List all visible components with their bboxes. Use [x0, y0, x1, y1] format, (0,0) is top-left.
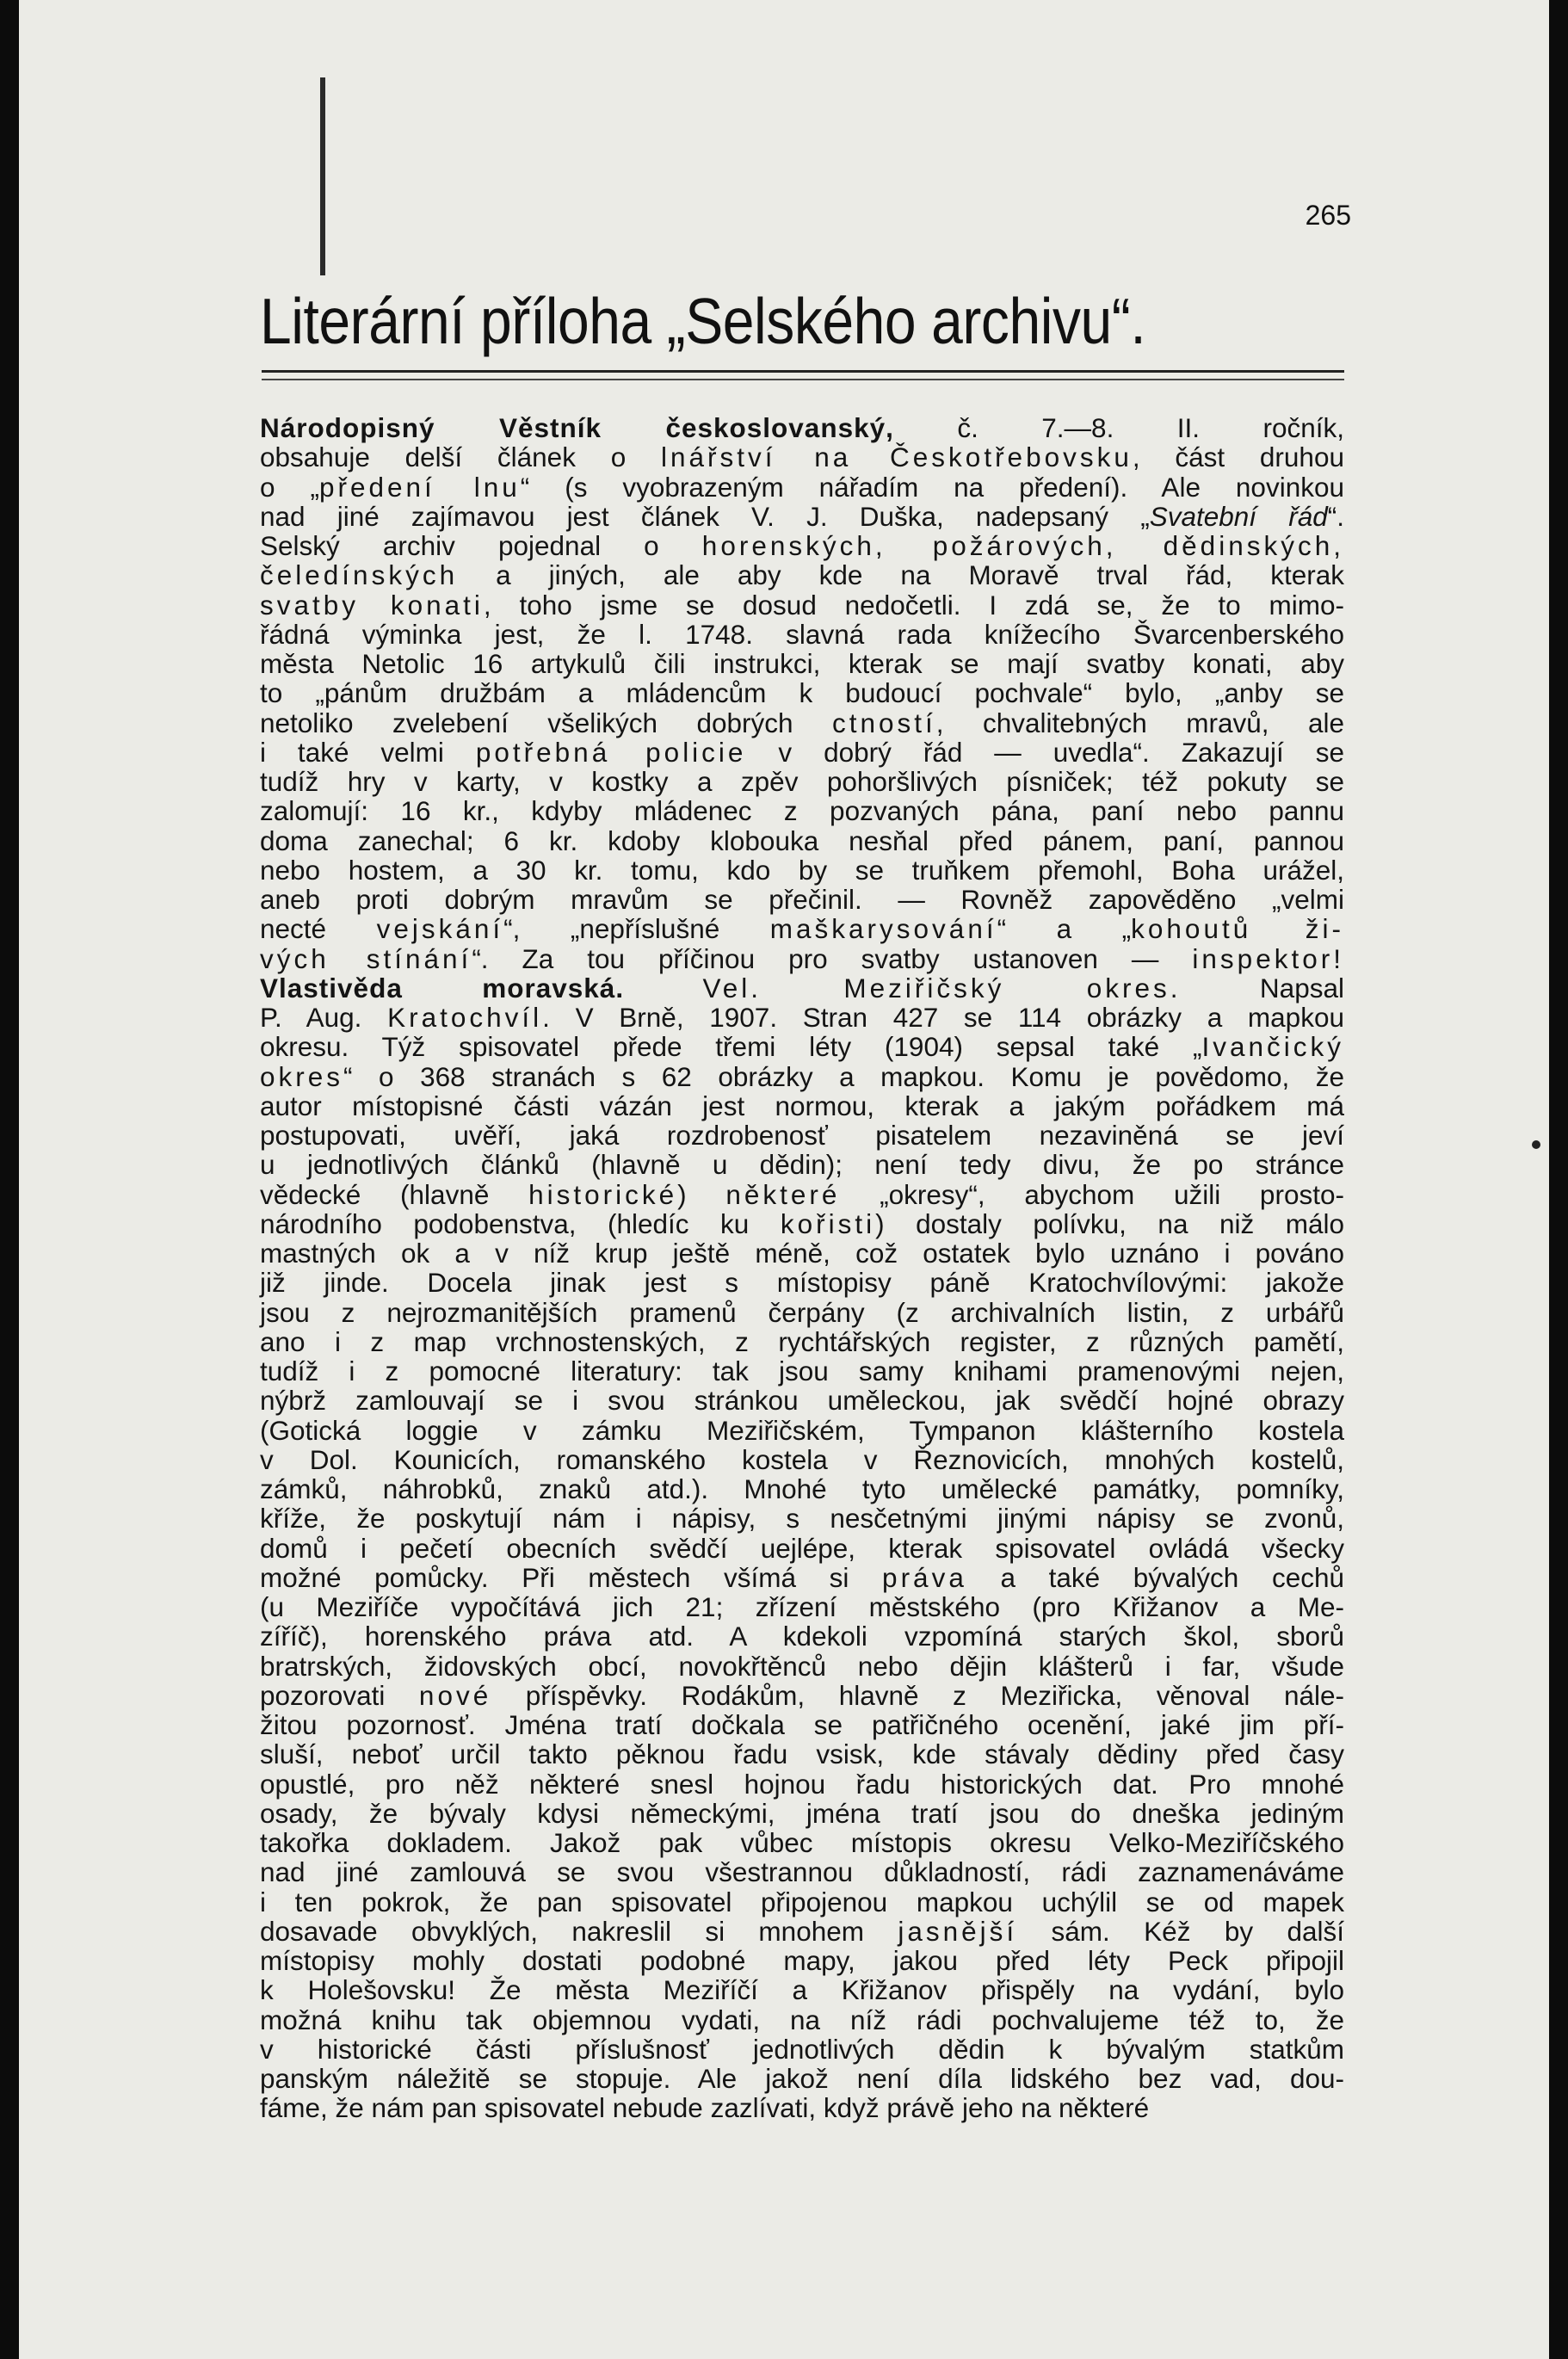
text-line — [260, 944, 1344, 973]
text-line — [260, 1356, 1344, 1386]
text-line — [260, 1445, 1344, 1474]
text-line — [260, 738, 1344, 767]
text-segment: jasnější — [898, 1915, 1018, 1947]
text-segment: nebo hostem, a 30 kr. tomu, kdo by se truňkem přemohl, Boha urážel, — [260, 854, 1344, 886]
text-segment: kohoutů ži- — [1131, 913, 1344, 945]
text-line — [260, 1681, 1344, 1710]
text-line — [260, 1652, 1344, 1681]
text-segment: zámků, náhrobků, znaků atd.). Mnohé tyto umělecké památky, pomníky, — [260, 1473, 1344, 1504]
text-segment: i ten pokrok, že pan spisovatel připojenou mapkou uchýlil se od mapek — [260, 1886, 1344, 1917]
text-line — [260, 560, 1344, 590]
text-segment: řádná výminka jest, že l. 1748. slavná rada knížecího Švarcenberského — [260, 618, 1344, 650]
text-line — [260, 885, 1344, 914]
text-line — [260, 1150, 1344, 1179]
text-line — [260, 678, 1344, 707]
text-segment: „okresy“, abychom užili prosto- — [840, 1178, 1344, 1210]
text-line — [260, 2035, 1344, 2064]
text-segment: čeledínských — [260, 559, 459, 591]
text-line — [260, 590, 1344, 620]
margin-dot — [1532, 1140, 1540, 1149]
text-segment: ano i z map vrchnostenských, z rychtářských register, z různých pamětí, — [260, 1325, 1344, 1357]
text-line — [260, 413, 1344, 442]
text-segment: ) dostaly polívku, na niž málo — [875, 1207, 1344, 1239]
heading-rule — [262, 370, 1344, 373]
text-segment: potřebná policie — [475, 736, 747, 768]
text-segment: práva — [882, 1561, 967, 1593]
text-segment: nad jiné zamlouvá se svou všestrannou důkladností, rádi zaznamenáváme — [260, 1856, 1344, 1888]
text-line — [260, 1563, 1344, 1592]
text-segment: Národopisný Věstník českoslovanský, — [260, 412, 894, 443]
text-line — [260, 1238, 1344, 1268]
page-heading: Literární příloha „Selského archivu“. — [260, 285, 1146, 357]
text-line — [260, 1975, 1344, 2004]
text-segment: doma zanechal; 6 kr. kdoby klobouka nesňal před pánem, paní, pannou — [260, 824, 1344, 856]
text-segment: fáme, že nám pan spisovatel nebude zazlívati, když právě jeho na některé — [260, 2092, 1150, 2124]
text-line — [260, 649, 1344, 678]
text-line — [260, 826, 1344, 855]
text-line — [260, 1504, 1344, 1533]
text-segment: zíříč), horenského práva atd. A kdekoli vzpomíná starých škol, sborů — [260, 1621, 1344, 1652]
text-segment: možné pomůcky. Při městech všímá si — [260, 1561, 883, 1593]
text-segment: možná knihu tak objemnou vydati, na níž rádi pochvalujeme též to, že — [260, 2004, 1344, 2035]
text-segment: mastných ok a v níž krup ještě méně, což ostatek bylo uznáno i pováno — [260, 1238, 1344, 1269]
text-segment: panským náležitě se stopuje. Ale jakož není díla lidského bez vad, dou- — [260, 2063, 1344, 2094]
text-segment: tudíž hry v karty, v kostky a zpěv pohoršlivých písniček; též pokuty se — [260, 766, 1344, 797]
text-segment: svatby konati — [260, 589, 484, 621]
text-line — [260, 1769, 1344, 1799]
text-segment: pozorovati — [260, 1679, 419, 1711]
text-segment: “ (s vyobrazeným nářadím na předení). Ale novinkou — [520, 471, 1344, 503]
text-line — [260, 708, 1344, 738]
text-segment — [624, 973, 702, 1004]
text-segment: Kratochvíl — [387, 1002, 543, 1033]
text-line — [260, 914, 1344, 943]
article-body — [260, 413, 1344, 2123]
text-segment: “ o 368 stranách s 62 obrázky a mapkou. Komu je povědomo, že — [343, 1060, 1344, 1092]
text-segment: místopisy mohly dostati podobné mapy, jakou před léty Peck připojil — [260, 1945, 1344, 1976]
text-segment: okresu. Týž spisovatel přede třemi léty (1904) sepsal také „ — [260, 1031, 1202, 1063]
text-line — [260, 796, 1344, 825]
text-segment: Selský archiv pojednal o — [260, 530, 702, 561]
text-segment: netoliko zvelebení všelikých dobrých — [260, 707, 832, 738]
text-segment: “ a „ — [997, 913, 1132, 945]
text-segment: dosavade obvyklých, nakreslil si mnohem — [260, 1915, 898, 1947]
text-segment: “, „nepříslušné — [503, 913, 770, 945]
text-line — [260, 1621, 1344, 1651]
text-line — [260, 1887, 1344, 1917]
text-segment: vědecké (hlavně — [260, 1178, 529, 1210]
text-line — [260, 620, 1344, 649]
binding-mark — [320, 77, 325, 275]
text-segment: horenských, požárových, dědinských, — [701, 530, 1344, 561]
text-line — [260, 1799, 1344, 1828]
text-segment: již jinde. Docela jinak jest s místopisy páně Kratochvílovými: jakože — [260, 1267, 1344, 1299]
text-segment: Vlastivěda moravská. — [260, 972, 625, 1004]
text-segment: , chvalitebných mravů, ale — [935, 707, 1344, 738]
text-segment: o „ — [260, 471, 319, 503]
text-segment: žitou pozornosť. Jména tratí dočkala se patřičného ocenění, jaké jim pří- — [260, 1709, 1344, 1740]
text-segment: sluší, neboť určil takto pěknou řadu vsisk, kde stávaly dědiny před časy — [260, 1738, 1344, 1770]
text-line — [260, 1209, 1344, 1238]
text-segment: obsahuje delší článek o — [260, 442, 661, 473]
text-segment: inspektor! — [1192, 942, 1344, 974]
text-line — [260, 502, 1344, 531]
page-number: 265 — [1305, 200, 1351, 231]
text-segment: kříže, že poskytují nám i nápisy, s nesčetnými jinými nápisy se zvonů, — [260, 1503, 1344, 1535]
text-segment: nýbrž zamlouvají se i svou stránkou uměleckou, jak svědčí hojné obrazy — [260, 1385, 1344, 1417]
text-segment: “. — [1327, 500, 1344, 532]
text-segment: nové — [418, 1679, 492, 1711]
text-line — [260, 1710, 1344, 1739]
text-segment: vých stínání — [260, 942, 472, 974]
text-line — [260, 1739, 1344, 1769]
text-line — [260, 1091, 1344, 1121]
text-segment: Vel. Meziřičský okres. — [702, 972, 1182, 1004]
text-segment: maškarysování — [769, 913, 997, 945]
text-line — [260, 1592, 1344, 1621]
text-segment: opustlé, pro něž některé snesl hojnou řadu historických dat. Pro mnohé — [260, 1768, 1344, 1800]
text-segment: takořka dokladem. Jakož pak vůbec místopis okresu Velko-Meziříčského — [260, 1827, 1344, 1858]
text-segment: osady, že bývaly kdysi německými, jména tratí jsou do dneška jediným — [260, 1797, 1344, 1829]
text-line — [260, 1386, 1344, 1415]
text-segment: k Holešovsku! Že města Meziříčí a Křižanov přispěly na vydání, bylo — [260, 1974, 1344, 2006]
text-segment: v Dol. Kounicích, romanského kostela v Řeznovicích, mnohých kostelů, — [260, 1443, 1344, 1475]
text-line — [260, 1062, 1344, 1091]
text-segment: sám. Kéž by další — [1017, 1915, 1344, 1947]
text-line — [260, 1828, 1344, 1857]
text-segment: , část druhou — [1132, 442, 1344, 473]
text-line — [260, 531, 1344, 560]
text-line — [260, 1298, 1344, 1327]
text-line — [260, 973, 1344, 1003]
text-segment: “. Za tou příčinou pro svatby ustanoven — — [472, 942, 1193, 974]
text-segment: domů i pečetí obecních svědčí uejlépe, kterak spisovatel ovládá všecky — [260, 1532, 1344, 1564]
text-line — [260, 1032, 1344, 1061]
text-line — [260, 472, 1344, 502]
text-segment: č. 7.—8. II. ročník, — [893, 412, 1344, 443]
text-segment: (u Meziříče vypočítává jich 21; zřízení městského (pro Křižanov a Me- — [260, 1591, 1344, 1622]
text-line — [260, 1917, 1344, 1946]
text-line — [260, 1003, 1344, 1032]
text-segment: Napsal — [1181, 972, 1344, 1004]
text-segment: postupovati, uvěří, jaká rozdrobenosť pisatelem nezaviněná se jeví — [260, 1120, 1344, 1151]
text-segment: některé — [725, 1178, 841, 1210]
text-line — [260, 1416, 1344, 1445]
text-segment: lnářství na Českotřebovsku — [660, 442, 1133, 473]
text-segment: u jednotlivých článků (hlavně u dědin); není tedy divu, že po stránce — [260, 1149, 1344, 1181]
text-segment: města Netolic 16 artykulů čili instrukci, kterak se mají svatby konati, aby — [260, 648, 1344, 679]
text-line — [260, 1180, 1344, 1209]
text-segment: nad jiné zajímavou jest článek V. J. Duška, nadepsaný „ — [260, 500, 1150, 532]
text-segment: příspěvky. Rodákům, hlavně z Meziřicka, věnoval nále- — [491, 1679, 1344, 1711]
text-segment: a také bývalých cechů — [966, 1561, 1344, 1593]
text-segment: , toho jsme se dosud nedočetli. I zdá se, že to mimo- — [483, 589, 1344, 621]
text-segment: Svatební řád — [1149, 500, 1328, 532]
text-segment: to „pánům družbám a mládencům k budoucí pochvale“ bylo, „anby se — [260, 677, 1344, 709]
text-segment: okres — [260, 1060, 344, 1092]
text-segment: v historické části příslušnosť jednotlivých dědin k bývalým statkům — [260, 2033, 1344, 2065]
scanned-page — [19, 0, 1549, 2359]
text-line — [260, 442, 1344, 472]
text-segment: vejskání — [376, 913, 504, 945]
text-segment: předení lnu — [318, 471, 521, 503]
text-line — [260, 1121, 1344, 1150]
text-segment: a jiných, ale aby kde na Moravě trval řád, kterak — [458, 559, 1344, 591]
text-line — [260, 1946, 1344, 1975]
text-segment: zalomují: 16 kr., kdyby mládenec z pozvaných pána, paní nebo pannu — [260, 795, 1344, 827]
text-segment: autor místopisné části vázán jest normou, kterak a jakým pořádkem má — [260, 1090, 1344, 1121]
text-segment: v dobrý řád — uvedla“. Zakazují se — [746, 736, 1344, 768]
text-segment: ) — [677, 1178, 726, 1210]
text-line — [260, 2093, 1344, 2122]
text-segment: . V Brně, 1907. Stran 427 se 114 obrázky a mapkou — [542, 1002, 1344, 1033]
text-line — [260, 1474, 1344, 1504]
text-segment: i také velmi — [260, 736, 476, 768]
text-line — [260, 2064, 1344, 2093]
text-segment: tudíž i z pomocné literatury: tak jsou samy knihami pramenovými nejen, — [260, 1355, 1344, 1386]
text-segment: bratrských, židovských obcí, novokřtěnců nebo dějin klášterů i far, všude — [260, 1650, 1344, 1682]
text-segment: Ivančický — [1201, 1031, 1344, 1063]
text-segment: jsou z nejrozmanitějších pramenů čerpány (z archivalních listin, z urbářů — [260, 1296, 1344, 1328]
text-segment: historické — [528, 1178, 678, 1210]
text-segment: (Gotická loggie v zámku Meziřičském, Tympanon klášterního kostela — [260, 1414, 1344, 1446]
text-line — [260, 2005, 1344, 2035]
text-segment: kořisti — [780, 1207, 876, 1239]
heading-rule-secondary — [262, 379, 1344, 380]
text-segment: národního podobenstva, (hledíc ku — [260, 1207, 781, 1239]
text-segment: ctností — [831, 707, 936, 738]
text-line — [260, 767, 1344, 796]
text-line — [260, 855, 1344, 885]
text-line — [260, 1857, 1344, 1887]
text-segment: aneb proti dobrým mravům se přečinil. — Rovněž zapověděno „velmi — [260, 884, 1344, 915]
text-line — [260, 1327, 1344, 1356]
text-line — [260, 1534, 1344, 1563]
text-line — [260, 1268, 1344, 1297]
text-segment: necté — [260, 913, 377, 945]
text-segment: P. Aug. — [260, 1002, 388, 1033]
